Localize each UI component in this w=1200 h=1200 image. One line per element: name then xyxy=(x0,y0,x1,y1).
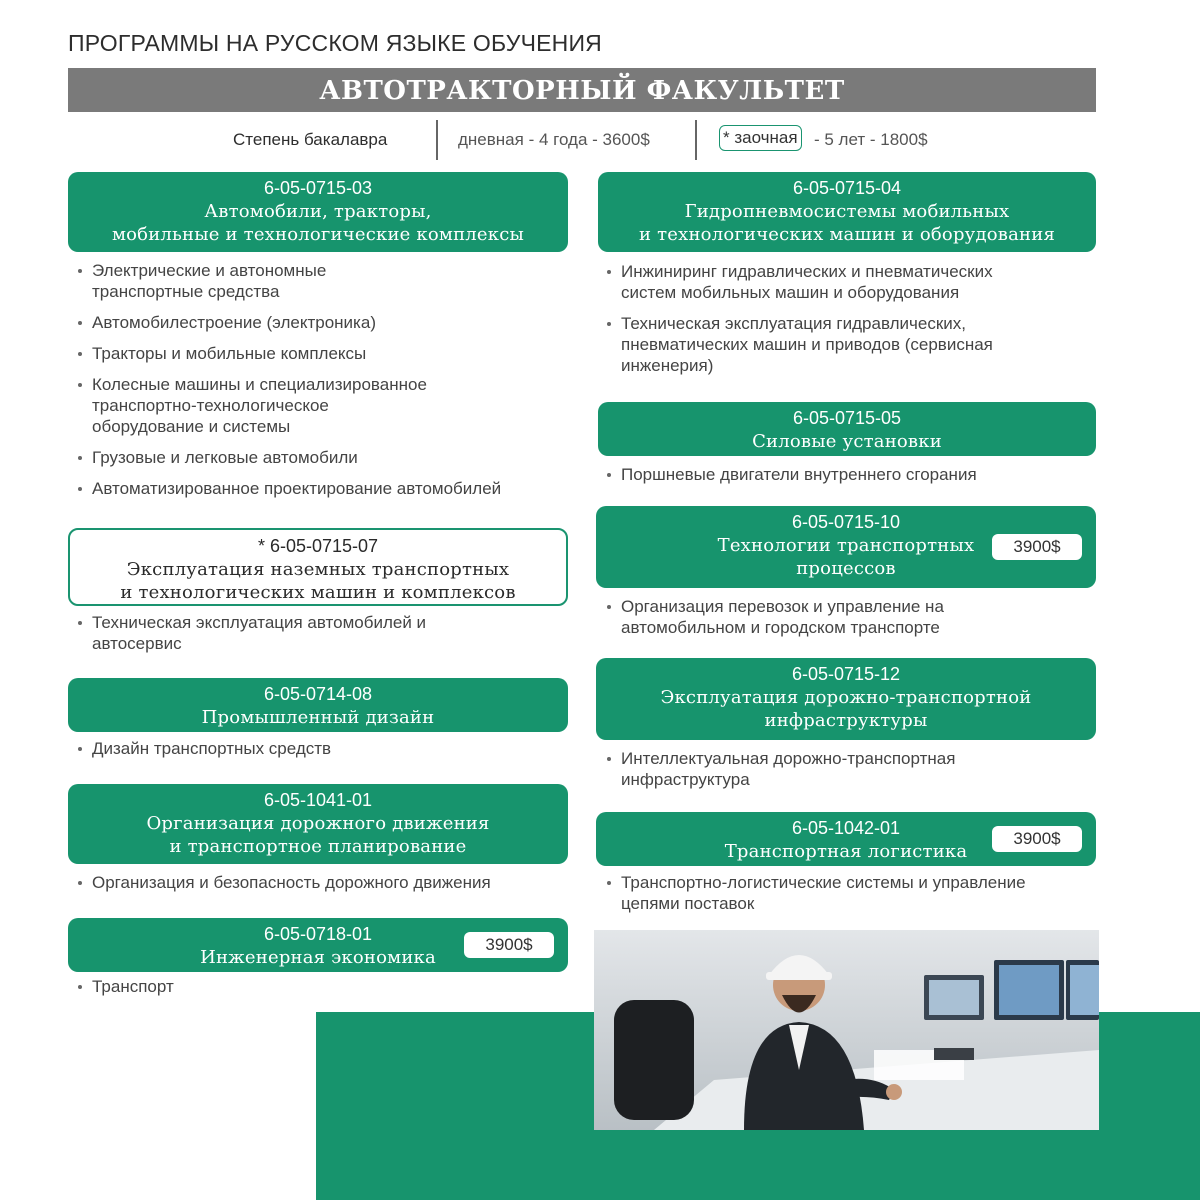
degree-info-row xyxy=(0,118,1200,162)
specialization-list xyxy=(601,872,1101,924)
faculty-title-bar: АВТОТРАКТОРНЫЙ ФАКУЛЬТЕТ xyxy=(68,68,1096,112)
page-heading: ПРОГРАММЫ НА РУССКОМ ЯЗЫКЕ ОБУЧЕНИЯ xyxy=(68,30,602,56)
program-code: 6-05-0715-03 xyxy=(263,178,373,198)
list-item: Техническая эксплуатация гидравлических, пневматических машин и приводов (сервисная инженерия) xyxy=(601,313,1101,376)
list-item: Колесные машины и специализированное транспортно-технологическое оборудование и системы xyxy=(72,374,582,437)
program-card xyxy=(68,784,568,864)
list-item: Грузовые и легковые автомобили xyxy=(72,447,582,468)
specialization-list xyxy=(601,748,1101,800)
divider xyxy=(695,120,697,160)
program-title: Гидропневмосистемы мобильных и технологических машин и оборудования xyxy=(638,201,1056,245)
program-code: * 6-05-0715-07 xyxy=(257,536,379,556)
program-card xyxy=(598,402,1096,456)
parttime-info: - 5 лет - 1800$ xyxy=(814,130,928,149)
price-badge: 3900$ xyxy=(464,932,554,958)
specialization-list xyxy=(72,872,582,903)
list-item: Организация и безопасность дорожного движения xyxy=(72,872,582,893)
list-item: Поршневые двигатели внутреннего сгорания xyxy=(601,464,1101,485)
program-title: Транспортная логистика xyxy=(724,841,968,862)
specialization-list xyxy=(601,464,1101,495)
program-card xyxy=(596,812,1096,866)
program-card-parttime xyxy=(68,528,568,606)
list-item: Электрические и автономные транспортные средства xyxy=(72,260,582,302)
specialization-list xyxy=(601,596,1101,648)
list-item: Тракторы и мобильные комплексы xyxy=(72,343,582,364)
list-item: Транспортно-логистические системы и управление цепями поставок xyxy=(601,872,1101,914)
fulltime-info: дневная - 4 года - 3600$ xyxy=(458,130,650,149)
program-code: 6-05-0715-10 xyxy=(791,512,901,532)
program-title: Эксплуатация наземных транспортных и технологических машин и комплексов xyxy=(120,559,516,603)
program-card xyxy=(596,506,1096,588)
degree-label: Степень бакалавра xyxy=(233,130,388,149)
program-card xyxy=(68,678,568,732)
program-code: 6-05-1042-01 xyxy=(791,818,901,838)
list-item: Дизайн транспортных средств xyxy=(72,738,582,759)
program-title: Организация дорожного движения и транспортное планирование xyxy=(146,813,490,857)
program-title: Автомобили, тракторы, мобильные и технологические комплексы xyxy=(111,201,525,245)
program-title: Инженерная экономика xyxy=(200,947,436,968)
program-title: Промышленный дизайн xyxy=(201,707,435,728)
program-code: 6-05-0715-12 xyxy=(791,664,901,684)
list-item: Интеллектуальная дорожно-транспортная инфраструктура xyxy=(601,748,1101,790)
program-card xyxy=(68,172,568,252)
program-code: 6-05-0715-05 xyxy=(792,408,902,428)
list-item: Инжиниринг гидравлических и пневматических систем мобильных машин и оборудования xyxy=(601,261,1101,303)
program-code: 6-05-0714-08 xyxy=(263,684,373,704)
specialization-list xyxy=(72,738,582,769)
specialization-list xyxy=(72,612,582,664)
program-title: Силовые установки xyxy=(752,431,942,452)
parttime-badge: * заочная xyxy=(719,125,802,151)
photo-illustration xyxy=(594,930,1099,1130)
program-code: 6-05-1041-01 xyxy=(263,790,373,810)
list-item: Транспорт xyxy=(72,976,582,997)
program-card xyxy=(598,172,1096,252)
program-card xyxy=(596,658,1096,740)
list-item: Автоматизированное проектирование автомобилей xyxy=(72,478,582,499)
list-item: Техническая эксплуатация автомобилей и автосервис xyxy=(72,612,582,654)
program-title: Эксплуатация дорожно-транспортной инфраструктуры xyxy=(660,687,1032,731)
price-badge: 3900$ xyxy=(992,826,1082,852)
program-card xyxy=(68,918,568,972)
list-item: Автомобилестроение (электроника) xyxy=(72,312,582,333)
specialization-list xyxy=(72,260,582,509)
specialization-list xyxy=(601,261,1101,386)
program-code: 6-05-0715-04 xyxy=(792,178,902,198)
list-item: Организация перевозок и управление на автомобильном и городском транспорте xyxy=(601,596,1101,638)
specialization-list xyxy=(72,976,582,1007)
engineer-photo xyxy=(594,930,1099,1130)
price-badge: 3900$ xyxy=(992,534,1082,560)
program-title: Технологии транспортных процессов xyxy=(717,535,975,579)
divider xyxy=(436,120,438,160)
program-code: 6-05-0718-01 xyxy=(263,924,373,944)
